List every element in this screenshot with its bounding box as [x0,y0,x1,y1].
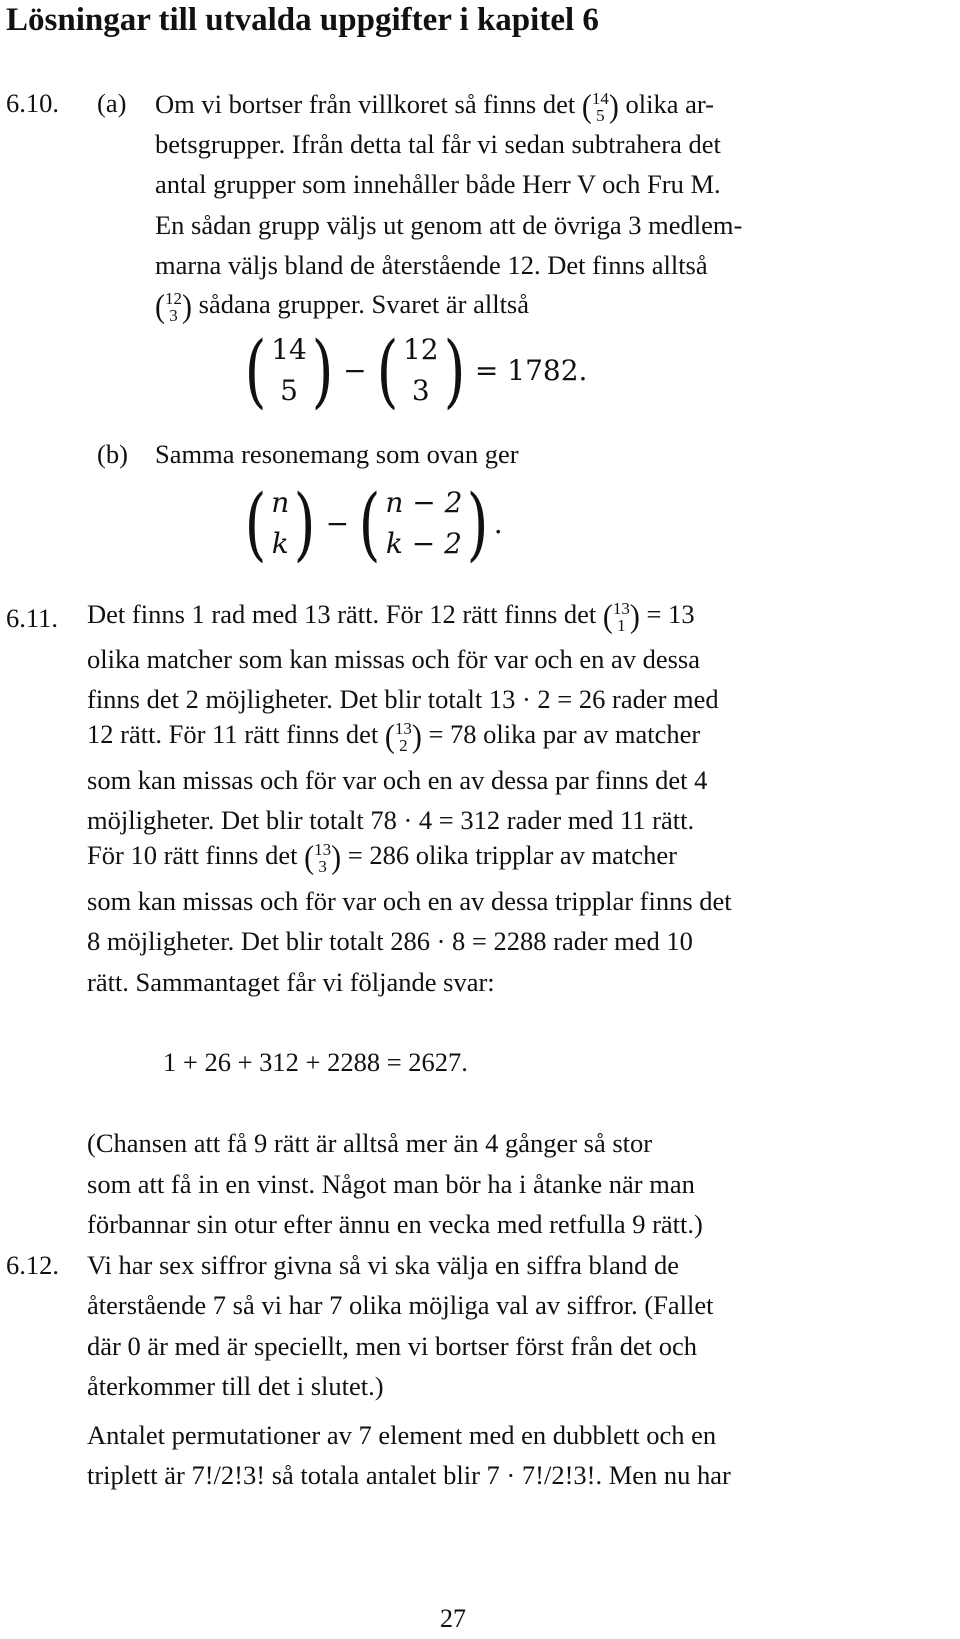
binom-inline: 12 3 [165,289,182,325]
p610b-text: Samma resonemang som ovan ger [155,439,519,469]
p611-line-5: som kan missas och för var och en av dessa par finns det 4 [87,765,708,795]
p610a-line-4: En sådan grupp väljs ut genom att de övriga 3 medlem- [155,210,743,240]
p610a-line-1-text: Om vi bortser från villkoret så finns det [155,89,576,120]
p612-line-3: där 0 är med är speciellt, men vi bortser först från det och [87,1331,698,1361]
p612-line-2: återstående 7 så vi har 7 olika möjliga val av siffror. (Fallet [87,1290,714,1320]
problem-number-6-11: 6.11. [6,603,59,633]
problem-number-6-10: 6.10. [6,88,59,118]
p611-line-3: finns det 2 möjligheter. Det blir totalt 13 · 2 = 26 rader med [87,684,719,714]
p612-line-5: Antalet permutationer av 7 element med en dubblett och en [87,1420,717,1450]
p610a-line-3: antal grupper som innehåller både Herr V och Fru M. [155,169,721,199]
p611-line-9: 8 möjligheter. Det blir totalt 286 · 8 = 2288 rader med 10 [87,926,693,956]
part-a-label: (a) [97,88,127,118]
p611-line-6: möjligheter. Det blir totalt 78 · 4 = 312 rader med 11 rätt. [87,805,695,835]
p611-line-10: rätt. Sammantaget får vi följande svar: [87,967,495,997]
p612-line-4: återkommer till det i slutet.) [87,1371,384,1401]
p610a-line-2: betsgrupper. Ifrån detta tal får vi sedan subtrahera det [155,129,721,159]
p612-line-6: triplett är 7!/2!3! så totala antalet blir 7 · 7!/2!3!. Men nu har [87,1460,731,1490]
p611-line-8: som kan missas och för var och en av dessa tripplar finns det [87,886,732,916]
equation-6-10a: ( 14 5 ) − ( 12 3 ) = 1782. [244,323,588,417]
page-title: Lösningar till utvalda uppgifter i kapitel 6 [6,2,599,38]
page-number: 27 [440,1604,466,1633]
p610a-line-5: marna väljs bland de återstående 12. Det finns alltså [155,250,708,280]
note-line-1: (Chansen att få 9 rätt är alltså mer än 4 gånger så stor [87,1128,653,1158]
p611-line-7: För 10 rätt finns det ( 13 3 ) = 286 olika tripplar av matcher [87,839,677,876]
equation-6-10b: ( n k ) − ( n − 2 k − 2 ) . [244,476,503,570]
note-line-3: förbannar sin otur efter ännu en vecka med retfulla 9 rätt.) [87,1209,703,1239]
p610a-line-6: ( 12 3 ) sådana grupper. Svaret är alltså [155,288,530,325]
p611-line-1: Det finns 1 rad med 13 rätt. För 12 rätt finns det ( 13 1 ) = 13 [87,598,695,635]
p611-line-4: 12 rätt. För 11 rätt finns det ( 13 2 ) = 78 olika par av matcher [87,718,701,755]
part-b-label: (b) [97,439,128,469]
problem-number-6-12: 6.12. [6,1250,59,1280]
binom-inline: 14 5 [591,89,609,125]
sum-equation: 1 + 26 + 312 + 2288 = 2627. [163,1047,468,1077]
p611-line-2: olika matcher som kan missas och för var och en av dessa [87,644,700,674]
p612-line-1: Vi har sex siffror givna så vi ska välja en siffra bland de [87,1250,680,1280]
note-line-2: som att få in en vinst. Något man bör ha i åtanke när man [87,1169,695,1199]
p610a-line-1: Om vi bortser från villkoret så finns det ( 14 5 ) olika ar- [155,88,714,125]
